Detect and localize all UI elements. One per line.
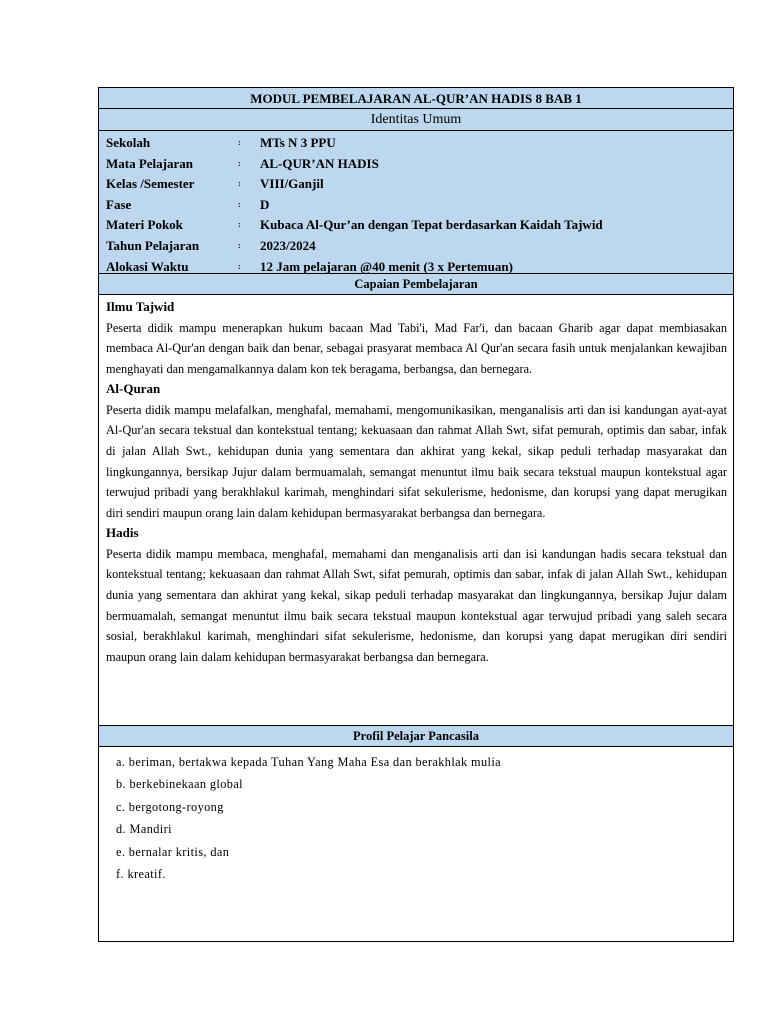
capaian-content: [98, 295, 734, 726]
identitas-table: [98, 131, 734, 274]
identitas-label: Materi Pokok: [106, 217, 183, 233]
identitas-separator: :: [238, 261, 241, 271]
identitas-label: Tahun Pelajaran: [106, 237, 200, 253]
section-text-hadis: Peserta didik mampu membaca, menghafal, memahami dan menganalisis arti dan isi kandungan hadis secara tekstual dan kontekstual tentang; kekuasaan dan rahmat Allah Swt, sifat pemurah, optimis dan sabar, infak di jalan Allah Swt., kehidupan dunia yang sementara dan akhirat yang kekal, sikap peduli terhadap masyarakat dan lingkungannya, bersikap Jujur dalam bermuamalah, semangat menuntut ilmu baik secara tekstual maupun kontekstual agar terwujud pribadi yang saleh secara sosial, berakhlakul karimah, menghindari sifat sekulerisme, hedonisme, dan korupsi yang dapat merugikan diri sendiri maupun orang lain dalam kehidupan bermasyarakat berbangsa dan bernegara.: [106, 546, 727, 664]
identitas-separator: :: [238, 240, 241, 250]
list-item: b. berkebinekaan global: [116, 777, 243, 792]
identitas-value: MTs N 3 PPU: [260, 135, 336, 150]
identitas-label: Mata Pelajaran: [106, 155, 194, 171]
identitas-separator: :: [238, 179, 241, 189]
identitas-separator: :: [238, 158, 241, 168]
section-text-tajwid: Peserta didik mampu menerapkan hukum bacaan Mad Tabi'i, Mad Far'i, dan bacaan Gharib agar dapat membiasakan membaca Al-Qur'an dengan baik dan benar, sebagai prasyarat membaca Al Qur'an secara fasih untuk menjalankan kewajiban menghayati dan mengamalkannya dalam kon tek beragama, berbangsa, dan bernegara.: [106, 320, 727, 376]
identitas-row: [106, 215, 727, 236]
identitas-value: Kubaca Al-Qur’an dengan Tepat berdasarkan Kaidah Tajwid: [260, 217, 603, 233]
identitas-separator: :: [238, 220, 241, 230]
profil-list: [98, 747, 734, 942]
identitas-value: D: [260, 196, 270, 212]
identitas-value: AL-QUR’AN HADIS: [260, 155, 379, 171]
identitas-separator: :: [238, 138, 241, 147]
section-title-tajwid: Ilmu Tajwid: [106, 299, 175, 314]
list-item: f. kreatif.: [116, 867, 166, 882]
identitas-row: [106, 133, 727, 154]
identitas-label: Sekolah: [106, 135, 151, 150]
profil-heading: Profil Pelajar Pancasila: [98, 726, 734, 747]
list-item: e. bernalar kritis, dan: [116, 844, 230, 859]
module-document: [98, 87, 734, 942]
list-item: c. bergotong-royong: [116, 799, 224, 814]
identitas-heading: Identitas Umum: [98, 109, 734, 131]
section-text-alquran: Peserta didik mampu melafalkan, menghafal, memahami, mengomunikasikan, menganalisis arti dan isi kandungan ayat-ayat Al-Qur'an secara tekstual dan kontekstual tentang; kekuasaan dan rahmat Allah Swt, sifat pemurah, optimis dan sabar, infak di jalan Allah Swt., kehidupan dunia yang sementara dan akhirat yang kekal, sikap peduli terhadap masyarakat dan lingkungannya, bersikap Jujur dalam bermuamalah, semangat menuntut ilmu baik secara tekstual maupun kontekstual agar terwujud pribadi yang berakhlakul karimah, menghindari sifat sekulerisme, hedonisme, dan korupsi yang dapat merugikan diri sendiri maupun orang lain dalam kehidupan bermasyarakat berbangsa dan bernegara.: [106, 402, 727, 520]
identitas-value: VIII/Ganjil: [260, 176, 324, 192]
identitas-row: [106, 174, 727, 195]
identitas-separator: :: [238, 199, 241, 209]
list-item: a. beriman, bertakwa kepada Tuhan Yang Maha Esa dan berakhlak mulia: [116, 755, 502, 769]
section-title-hadis: Hadis: [106, 525, 139, 541]
identitas-row: [106, 195, 727, 216]
identitas-row: [106, 236, 727, 257]
list-item: d. Mandiri: [116, 822, 172, 837]
module-title: MODUL PEMBELAJARAN AL-QUR’AN HADIS 8 BAB 1: [98, 87, 734, 109]
identitas-label: Alokasi Waktu: [106, 258, 189, 274]
section-title-alquran: Al-Quran: [106, 381, 161, 397]
identitas-row: [106, 154, 727, 175]
identitas-label: Kelas /Semester: [106, 176, 195, 192]
identitas-value: 2023/2024: [260, 237, 316, 253]
capaian-heading: Capaian Pembelajaran: [98, 274, 734, 295]
identitas-value: 12 Jam pelajaran @40 menit (3 x Pertemuan): [260, 258, 513, 274]
identitas-label: Fase: [106, 196, 132, 212]
